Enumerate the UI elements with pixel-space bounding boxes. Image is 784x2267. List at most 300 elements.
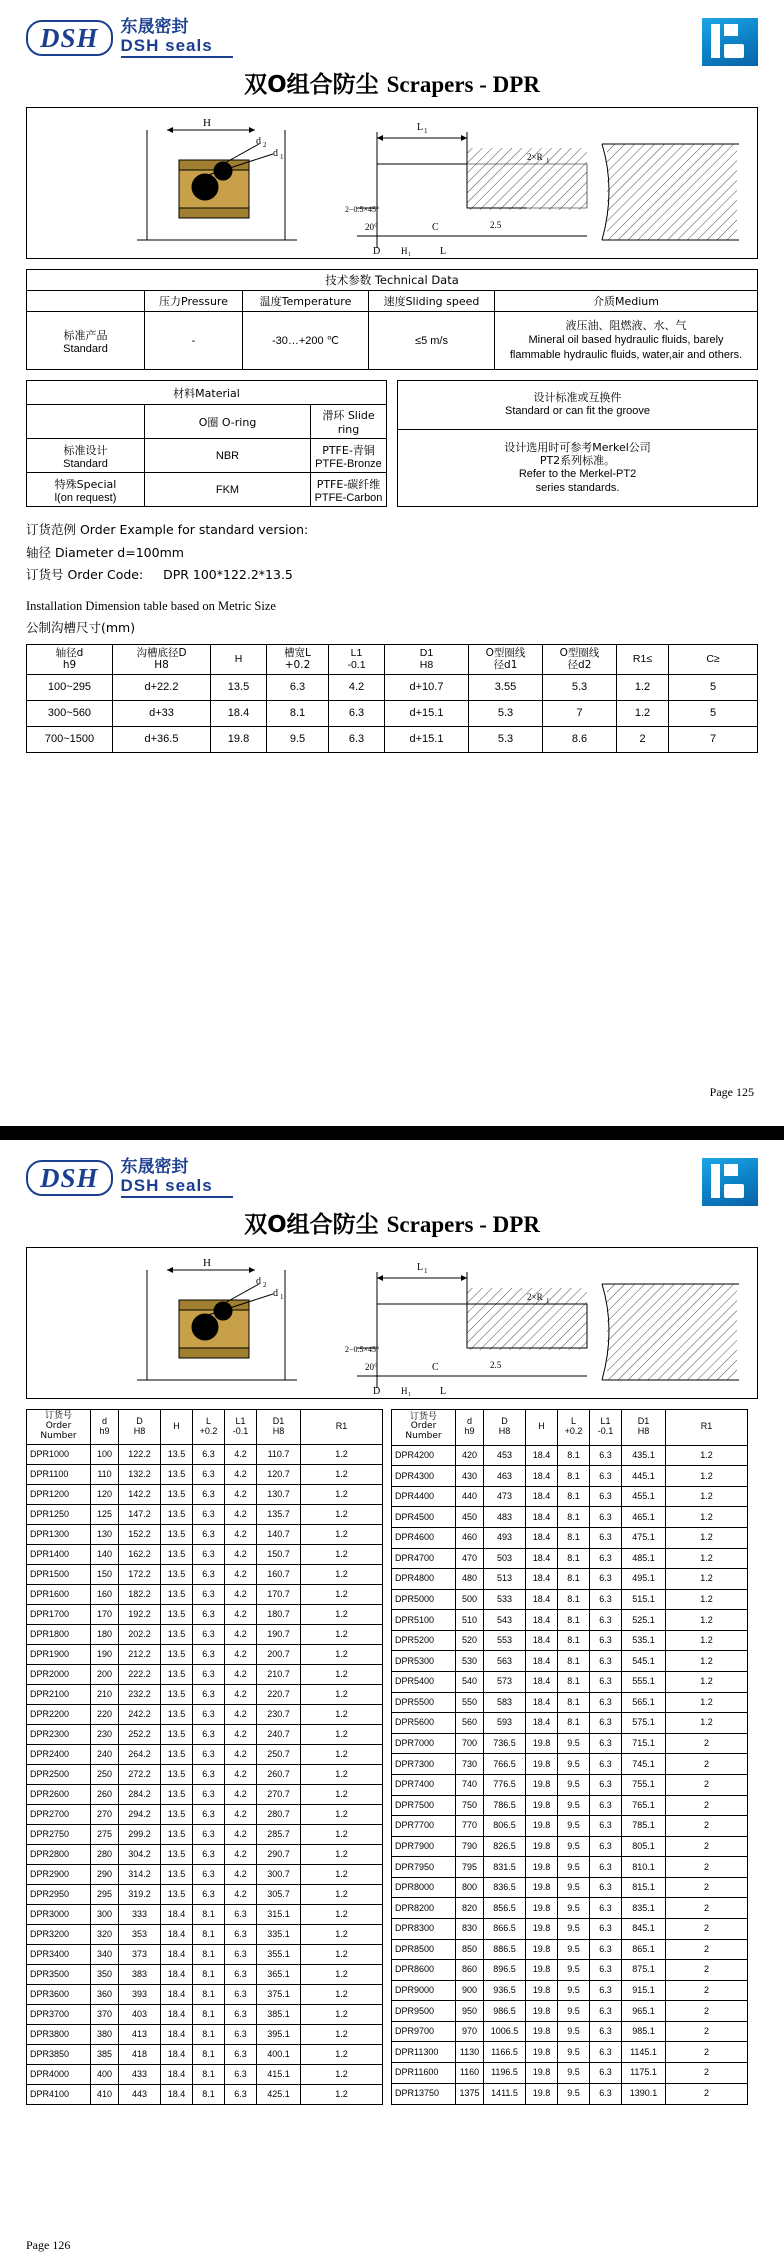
cell-L1: 6.3 — [590, 1466, 622, 1487]
cell-D: 836.5 — [484, 1877, 526, 1898]
cell-L: 9.5 — [558, 1733, 590, 1754]
cell-order-number: DPR3000 — [27, 1904, 91, 1924]
cell-H: 13.5 — [161, 1704, 193, 1724]
col-header-L1: L1 -0.1 — [329, 644, 385, 674]
cell-d: 240 — [91, 1744, 119, 1764]
svg-text:2−0.5×45°: 2−0.5×45° — [345, 1345, 380, 1354]
cell-H: 13.5 — [211, 674, 267, 700]
cell-R1: 2 — [666, 1898, 748, 1919]
cell-order-number: DPR1400 — [27, 1544, 91, 1564]
cell-R1: 2 — [666, 2083, 748, 2104]
cell-R1: 2 — [666, 2042, 748, 2063]
cell-H: 18.4 — [526, 1507, 558, 1528]
cell-d: 700 — [456, 1733, 484, 1754]
order-example-block — [26, 519, 758, 640]
cell-H: 18.4 — [161, 1964, 193, 1984]
table-row — [27, 381, 387, 405]
svg-text:d: d — [256, 136, 261, 147]
cell-order-number: DPR1700 — [27, 1604, 91, 1624]
order-table-left — [26, 1409, 383, 2105]
table-row — [27, 1824, 383, 1844]
note-merkel-cn: 设计选用时可参考Merkel公司 — [504, 440, 651, 454]
cell-D: 886.5 — [484, 1939, 526, 1960]
cell-D: 453 — [484, 1445, 526, 1466]
cell-D: 182.2 — [119, 1584, 161, 1604]
table-row — [392, 1980, 748, 2001]
table-row — [27, 2024, 383, 2044]
cell-d: 820 — [456, 1898, 484, 1919]
cell-L: 6.3 — [193, 1844, 225, 1864]
cell-d: 260 — [91, 1784, 119, 1804]
cell-R1: 1.2 — [301, 1564, 383, 1584]
cell-D: d+33 — [113, 700, 211, 726]
note-merkel-cn2: PT2系列标准。 — [539, 454, 616, 468]
brand-logo — [26, 1158, 233, 1198]
cell-d: 300~560 — [27, 700, 113, 726]
cell-L1: 6.3 — [590, 1445, 622, 1466]
table-row — [392, 1548, 748, 1569]
brand-name-en: DSH seals — [120, 1176, 213, 1195]
cell-L1: 6.3 — [590, 1713, 622, 1734]
cell-R1: 1.2 — [301, 1784, 383, 1804]
col-header-R1: R1 — [666, 1410, 748, 1446]
cell-D1: 715.1 — [622, 1733, 666, 1754]
cell-D1: 765.1 — [622, 1795, 666, 1816]
cell-R1: 1.2 — [301, 1744, 383, 1764]
logo-dsh-text: DSH — [40, 23, 99, 53]
material-special-oring: FKM — [145, 473, 311, 507]
cell-D1: 170.7 — [257, 1584, 301, 1604]
svg-text:D: D — [373, 246, 381, 257]
cell-L: 8.1 — [558, 1445, 590, 1466]
tech-header-medium: 介质Medium — [495, 291, 758, 312]
cell-H: 18.4 — [161, 1904, 193, 1924]
cell-L: 6.3 — [267, 674, 329, 700]
page-header — [26, 0, 758, 62]
cell-d: 275 — [91, 1824, 119, 1844]
cell-D1: 385.1 — [257, 2004, 301, 2024]
cell-R1: 2 — [666, 2021, 748, 2042]
cell-d: 450 — [456, 1507, 484, 1528]
cell-D1: 485.1 — [622, 1548, 666, 1569]
logo-box — [26, 1160, 113, 1196]
note-standard-en: Standard or can fit the groove — [505, 405, 650, 418]
cell-D1: 575.1 — [622, 1713, 666, 1734]
cell-D1: 270.7 — [257, 1784, 301, 1804]
col-header-D1: D1 H8 — [257, 1410, 301, 1445]
cell-D1: d+10.7 — [385, 674, 469, 700]
cell-d: 950 — [456, 2001, 484, 2022]
cell-H: 13.5 — [161, 1624, 193, 1644]
order-code-value: DPR 100*122.2*13.5 — [163, 567, 293, 582]
cell-L: 6.3 — [193, 1464, 225, 1484]
table-row — [27, 1744, 383, 1764]
cell-L: 9.5 — [558, 1960, 590, 1981]
table-row — [392, 1610, 748, 1631]
cell-H: 18.4 — [161, 1944, 193, 1964]
cell-D: 503 — [484, 1548, 526, 1569]
table-row — [392, 1754, 748, 1775]
cell-L: 8.1 — [558, 1651, 590, 1672]
page-number: Page 125 — [709, 1085, 754, 1099]
cell-L: 8.1 — [193, 2004, 225, 2024]
svg-text:1: 1 — [408, 1392, 411, 1398]
page-title-en: Scrapers - DPR — [386, 1212, 540, 1237]
cell-H: 13.5 — [161, 1584, 193, 1604]
col-header-L: L +0.2 — [193, 1410, 225, 1445]
cell-L1: 6.3 — [225, 1984, 257, 2004]
cell-D1: 495.1 — [622, 1569, 666, 1590]
cell-d: 790 — [456, 1836, 484, 1857]
cell-order-number: DPR13750 — [392, 2083, 456, 2104]
table-row — [392, 1836, 748, 1857]
table-row — [27, 312, 758, 370]
material-label-cn: 特殊Special — [54, 477, 117, 491]
cell-R1: 2 — [666, 1836, 748, 1857]
cell-L1: 4.2 — [225, 1784, 257, 1804]
cell-order-number: DPR4100 — [27, 2084, 91, 2104]
cell-R1: 1.2 — [301, 1484, 383, 1504]
cell-H: 19.8 — [526, 2042, 558, 2063]
cell-L1: 4.2 — [225, 1664, 257, 1684]
cell-D1: 210.7 — [257, 1664, 301, 1684]
cell-D1: 555.1 — [622, 1672, 666, 1693]
cell-L: 9.5 — [558, 1795, 590, 1816]
table-row — [392, 1733, 748, 1754]
svg-text:C: C — [432, 1362, 439, 1373]
cell-R1: 1.2 — [666, 1507, 748, 1528]
cell-L1: 6.3 — [590, 2001, 622, 2022]
cell-d: 160 — [91, 1584, 119, 1604]
page-1 — [0, 0, 784, 1126]
cell-H: 19.8 — [526, 1918, 558, 1939]
svg-text:1: 1 — [546, 1297, 550, 1305]
cell-d2: 5.3 — [543, 674, 617, 700]
cell-D: 122.2 — [119, 1444, 161, 1464]
cell-D: 142.2 — [119, 1484, 161, 1504]
cell-D: d+36.5 — [113, 726, 211, 752]
cell-order-number: DPR5200 — [392, 1630, 456, 1651]
cell-L1: 6.3 — [590, 2083, 622, 2104]
cell-L1: 6.3 — [590, 2063, 622, 2084]
cell-d: 270 — [91, 1804, 119, 1824]
table-row — [27, 2064, 383, 2084]
cell-L: 9.5 — [558, 1836, 590, 1857]
cell-order-number: DPR4300 — [392, 1466, 456, 1487]
cell-D1: 545.1 — [622, 1651, 666, 1672]
cell-L1: 4.2 — [225, 1824, 257, 1844]
cell-R1: 1.2 — [301, 1604, 383, 1624]
cell-order-number: DPR5400 — [392, 1672, 456, 1693]
svg-text:1: 1 — [424, 127, 428, 135]
notes-table — [397, 380, 758, 507]
table-row — [27, 1584, 383, 1604]
cell-order-number: DPR8600 — [392, 1960, 456, 1981]
cell-L1: 6.3 — [590, 1754, 622, 1775]
cell-L: 9.5 — [558, 1877, 590, 1898]
table-row — [27, 1784, 383, 1804]
cell-D1: 160.7 — [257, 1564, 301, 1584]
cell-d: 970 — [456, 2021, 484, 2042]
cell-L: 6.3 — [193, 1484, 225, 1504]
cell-L1: 6.3 — [590, 1528, 622, 1549]
tech-header-speed: 速度Sliding speed — [369, 291, 495, 312]
cell-D1: 465.1 — [622, 1507, 666, 1528]
cell-D1: 335.1 — [257, 1924, 301, 1944]
cell-H: 18.4 — [161, 1984, 193, 2004]
cell-d: 430 — [456, 1466, 484, 1487]
cell-R1: 1.2 — [301, 1524, 383, 1544]
cell-R1: 1.2 — [301, 1824, 383, 1844]
cell-d: 900 — [456, 1980, 484, 2001]
cell-R1: 2 — [666, 1918, 748, 1939]
col-header-L: 槽宽L +0.2 — [267, 644, 329, 674]
cell-d: 350 — [91, 1964, 119, 1984]
cell-L: 9.5 — [558, 2063, 590, 2084]
cell-L1: 4.2 — [225, 1884, 257, 1904]
material-caption: 材料Material — [27, 381, 387, 405]
cell-D: 563 — [484, 1651, 526, 1672]
cell-d: 360 — [91, 1984, 119, 2004]
cell-D1: 400.1 — [257, 2044, 301, 2064]
cell-D: 418 — [119, 2044, 161, 2064]
cell-L1: 4.2 — [225, 1684, 257, 1704]
cell-D1: 365.1 — [257, 1964, 301, 1984]
cell-H: 18.4 — [526, 1528, 558, 1549]
table-row — [27, 700, 758, 726]
cell-D: 553 — [484, 1630, 526, 1651]
cell-D: 304.2 — [119, 1844, 161, 1864]
table-row — [27, 1804, 383, 1824]
cell-L: 8.1 — [558, 1630, 590, 1651]
cell-order-number: DPR7000 — [392, 1733, 456, 1754]
brand-logo — [26, 18, 233, 58]
cell-D1: d+15.1 — [385, 700, 469, 726]
cell-R1: 1.2 — [617, 700, 669, 726]
cell-order-number: DPR3850 — [27, 2044, 91, 2064]
cell-H: 18.4 — [526, 1610, 558, 1631]
cell-L: 6.3 — [193, 1784, 225, 1804]
svg-text:2: 2 — [263, 141, 267, 149]
cell-L1: 4.2 — [225, 1524, 257, 1544]
cell-D: 413 — [119, 2024, 161, 2044]
cell-R1: 1.2 — [301, 1944, 383, 1964]
col-header-D: D H8 — [484, 1410, 526, 1446]
svg-text:L: L — [440, 246, 447, 257]
material-slide-cn: PTFE-青铜 — [322, 443, 375, 457]
col-header-d: d h9 — [456, 1410, 484, 1446]
table-row — [27, 2084, 383, 2104]
cell-R1: 1.2 — [666, 1630, 748, 1651]
cell-D: 831.5 — [484, 1857, 526, 1878]
svg-text:2.5: 2.5 — [490, 220, 502, 230]
logo-box — [26, 20, 113, 56]
cell-D: 152.2 — [119, 1524, 161, 1544]
cell-D1: 745.1 — [622, 1754, 666, 1775]
cell-order-number: DPR1250 — [27, 1504, 91, 1524]
cell-d: 320 — [91, 1924, 119, 1944]
col-header-H: H — [211, 644, 267, 674]
cell-H: 13.5 — [161, 1444, 193, 1464]
cell-D: 202.2 — [119, 1624, 161, 1644]
page-title-cn: 双O组合防尘 — [244, 72, 379, 98]
cell-D1: 1390.1 — [622, 2083, 666, 2104]
cell-R1: 1.2 — [301, 1924, 383, 1944]
col-header-H: H — [161, 1410, 193, 1445]
cell-D: 936.5 — [484, 1980, 526, 2001]
cell-d1: 3.55 — [469, 674, 543, 700]
cell-H: 13.5 — [161, 1764, 193, 1784]
order-table-right — [391, 1409, 748, 2105]
cell-R1: 1.2 — [666, 1589, 748, 1610]
cell-d: 860 — [456, 1960, 484, 1981]
cell-order-number: DPR1600 — [27, 1584, 91, 1604]
table-row — [27, 1644, 383, 1664]
cell-D: 483 — [484, 1507, 526, 1528]
cell-H: 18.4 — [526, 1486, 558, 1507]
cell-R1: 1.2 — [301, 2064, 383, 2084]
table-row — [392, 2083, 748, 2104]
cell-D1: 525.1 — [622, 1610, 666, 1631]
cell-D1: 535.1 — [622, 1630, 666, 1651]
note-standard — [398, 381, 758, 430]
cell-order-number: DPR2750 — [27, 1824, 91, 1844]
cell-R1: 1.2 — [301, 1964, 383, 1984]
cell-D1: 280.7 — [257, 1804, 301, 1824]
cell-order-number: DPR4400 — [392, 1486, 456, 1507]
table-row — [392, 1960, 748, 1981]
svg-text:L: L — [417, 1262, 424, 1273]
col-header-order-number: 订货号 Order Number — [27, 1410, 91, 1445]
col-header-D: 沟槽底径D H8 — [113, 644, 211, 674]
cell-L: 8.1 — [558, 1713, 590, 1734]
cell-d: 730 — [456, 1754, 484, 1775]
cell-D: 433 — [119, 2064, 161, 2084]
svg-text:2: 2 — [263, 1281, 267, 1289]
cell-R1: 1.2 — [301, 1884, 383, 1904]
cell-L1: 4.2 — [225, 1444, 257, 1464]
material-and-notes — [26, 380, 758, 507]
note-standard-cn: 设计标准或互换件 — [533, 391, 622, 405]
table-row — [27, 1944, 383, 1964]
cell-H: 19.8 — [211, 726, 267, 752]
cell-H: 18.4 — [161, 1924, 193, 1944]
cell-H: 19.8 — [526, 2001, 558, 2022]
cell-H: 13.5 — [161, 1864, 193, 1884]
table-row — [27, 1844, 383, 1864]
cell-R1: 1.2 — [666, 1445, 748, 1466]
cell-L: 6.3 — [193, 1744, 225, 1764]
cell-D1: 755.1 — [622, 1774, 666, 1795]
table-header-row — [27, 1410, 383, 1445]
material-table — [26, 380, 387, 507]
cell-order-number: DPR5300 — [392, 1651, 456, 1672]
cell-L1: 6.3 — [590, 1733, 622, 1754]
tech-speed-value: ≤5 m/s — [369, 312, 495, 370]
cell-H: 19.8 — [526, 2063, 558, 2084]
svg-text:20°: 20° — [365, 222, 378, 232]
cell-order-number: DPR1200 — [27, 1484, 91, 1504]
cell-L: 6.3 — [193, 1884, 225, 1904]
cell-R1: 1.2 — [666, 1692, 748, 1713]
tech-row-label — [27, 312, 145, 370]
cell-D: 1196.5 — [484, 2063, 526, 2084]
cell-R1: 2 — [666, 1816, 748, 1837]
brandmark-icon — [702, 18, 758, 66]
cell-L1: 4.2 — [225, 1604, 257, 1624]
cell-L: 6.3 — [193, 1644, 225, 1664]
table-row — [27, 1884, 383, 1904]
cell-H: 19.8 — [526, 1795, 558, 1816]
cell-R1: 1.2 — [301, 1904, 383, 1924]
svg-text:2−0.5×45°: 2−0.5×45° — [345, 205, 380, 214]
cell-L: 9.5 — [558, 1980, 590, 2001]
cell-order-number: DPR3200 — [27, 1924, 91, 1944]
cell-L: 8.1 — [193, 2084, 225, 2104]
cell-D: 493 — [484, 1528, 526, 1549]
cell-d: 480 — [456, 1569, 484, 1590]
technical-data-table — [26, 269, 758, 370]
cell-H: 13.5 — [161, 1604, 193, 1624]
material-label-en: Standard — [63, 457, 108, 470]
cell-R1: 1.2 — [301, 1724, 383, 1744]
svg-text:1: 1 — [424, 1267, 428, 1275]
brand-names — [121, 1158, 233, 1198]
table-row — [392, 1651, 748, 1672]
tech-header-pressure: 压力Pressure — [145, 291, 243, 312]
cell-L1: 6.3 — [590, 1548, 622, 1569]
table-row — [392, 1589, 748, 1610]
cell-d: 410 — [91, 2084, 119, 2104]
table-row — [27, 1544, 383, 1564]
svg-text:D: D — [373, 1386, 381, 1397]
cell-d: 300 — [91, 1904, 119, 1924]
cell-D1: 435.1 — [622, 1445, 666, 1466]
cell-L: 9.5 — [558, 1754, 590, 1775]
col-header-order-number: 订货号 Order Number — [392, 1410, 456, 1446]
material-slide-en: PTFE-Carbon — [314, 491, 383, 504]
cell-L: 8.1 — [558, 1486, 590, 1507]
cell-R1: 1.2 — [666, 1672, 748, 1693]
col-header-d: 轴径d h9 — [27, 644, 113, 674]
cell-R1: 1.2 — [301, 1464, 383, 1484]
cell-L: 8.1 — [193, 2024, 225, 2044]
table-row — [27, 1624, 383, 1644]
cell-D: 856.5 — [484, 1898, 526, 1919]
page-header — [26, 1140, 758, 1202]
cell-order-number: DPR2600 — [27, 1784, 91, 1804]
cell-L: 6.3 — [193, 1584, 225, 1604]
cell-L: 8.1 — [193, 1984, 225, 2004]
cell-D: 533 — [484, 1589, 526, 1610]
cell-L1: 4.2 — [225, 1564, 257, 1584]
cell-d: 170 — [91, 1604, 119, 1624]
material-corner-cell — [27, 405, 145, 439]
table-row — [27, 439, 387, 473]
table-row — [27, 1964, 383, 1984]
material-row-special-label — [27, 473, 145, 507]
brand-underline — [121, 56, 233, 58]
cell-D1: 140.7 — [257, 1524, 301, 1544]
cell-L1: 6.3 — [225, 2024, 257, 2044]
table-row — [27, 1984, 383, 2004]
tech-medium-en: Mineral oil based hydraulic fluids, barely flammable hydraulic fluids, water,air and others. — [509, 334, 743, 361]
table-row — [398, 381, 758, 430]
table-row — [392, 1486, 748, 1507]
cell-L1: 6.3 — [590, 1980, 622, 2001]
table-row — [27, 1764, 383, 1784]
cell-D: 826.5 — [484, 1836, 526, 1857]
